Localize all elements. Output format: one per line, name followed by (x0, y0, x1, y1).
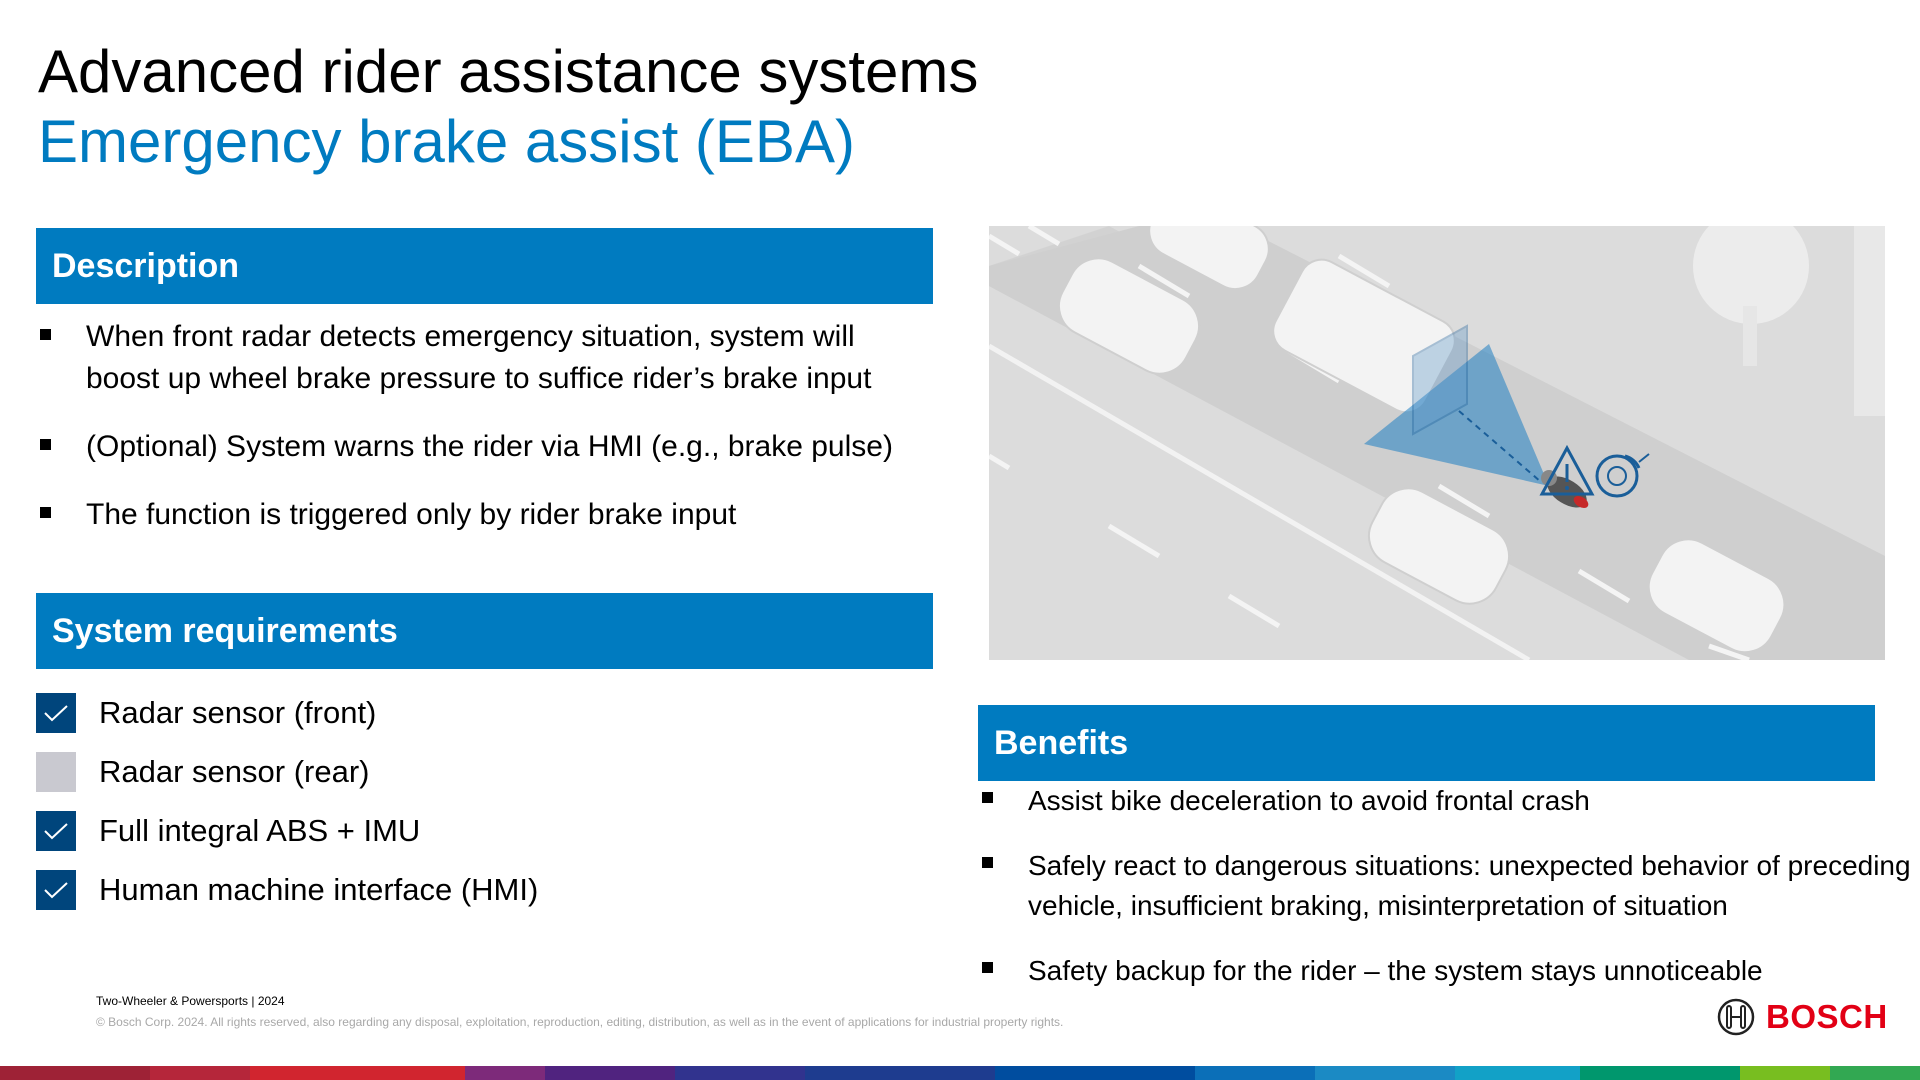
requirement-label: Full integral ABS + IMU (99, 812, 421, 848)
bullet-square-icon (40, 507, 51, 518)
checkbox-unchecked (36, 752, 76, 792)
description-item-text: (Optional) System warns the rider via HMI (e.g., brake pulse) (86, 430, 893, 463)
footer-copyright: © Bosch Corp. 2024. All rights reserved, also regarding any disposal, exploitation, reproduction, editing, distribution, as well as in the event of applications for industrial property rights. (96, 1015, 1064, 1029)
benefit-item-text: Safely react to dangerous situations: unexpected behavior of preceding vehicle, insufficient braking, misinterpretation of situation (1028, 850, 1911, 921)
requirement-item (36, 683, 538, 742)
requirement-item (36, 801, 538, 860)
bosch-logo (1716, 997, 1888, 1037)
requirements-heading (36, 593, 933, 669)
benefits-list (978, 781, 1913, 991)
benefit-item-text: Safety backup for the rider – the system stays unnoticeable (1028, 955, 1763, 986)
requirement-item (36, 742, 538, 801)
bosch-armature-icon (1716, 997, 1756, 1037)
checkbox-checked (36, 870, 76, 910)
requirement-label: Radar sensor (rear) (99, 753, 370, 789)
list-item (36, 494, 936, 536)
bullet-square-icon (982, 792, 993, 803)
description-item-text: When front radar detects emergency situation, system will boost up wheel brake pressure to suffice rider’s brake input (86, 320, 872, 395)
list-item (978, 846, 1913, 926)
description-heading (36, 228, 933, 304)
list-item (978, 951, 1913, 991)
list-item (36, 316, 936, 400)
bosch-wordmark: BOSCH (1766, 998, 1888, 1035)
road-scene-image (989, 226, 1885, 660)
brand-color-stripe (0, 1066, 1920, 1080)
benefits-heading (978, 705, 1875, 781)
description-heading-label: Description (52, 246, 240, 285)
list-item (978, 781, 1913, 821)
checkbox-checked (36, 693, 76, 733)
checkmark-icon (43, 703, 69, 723)
requirement-label: Radar sensor (front) (99, 694, 377, 730)
checkbox-checked (36, 811, 76, 851)
eba-illustration (989, 226, 1885, 660)
page-title: Advanced rider assistance systems (38, 38, 979, 105)
benefit-item-text: Assist bike deceleration to avoid frontal crash (1028, 785, 1590, 816)
list-item (36, 426, 936, 468)
bullet-square-icon (40, 439, 51, 450)
page-subtitle: Emergency brake assist (EBA) (38, 108, 855, 175)
description-item-text: The function is triggered only by rider brake input (86, 498, 737, 531)
benefits-heading-label: Benefits (994, 723, 1129, 762)
description-list (36, 316, 936, 562)
requirement-item (36, 860, 538, 919)
checkmark-icon (43, 880, 69, 900)
bullet-square-icon (40, 329, 51, 340)
requirements-list (36, 683, 538, 919)
bullet-square-icon (982, 857, 993, 868)
requirements-heading-label: System requirements (52, 611, 398, 650)
footer-business-unit: Two-Wheeler & Powersports | 2024 (96, 994, 285, 1008)
bullet-square-icon (982, 962, 993, 973)
checkmark-icon (43, 821, 69, 841)
requirement-label: Human machine interface (HMI) (99, 871, 539, 907)
